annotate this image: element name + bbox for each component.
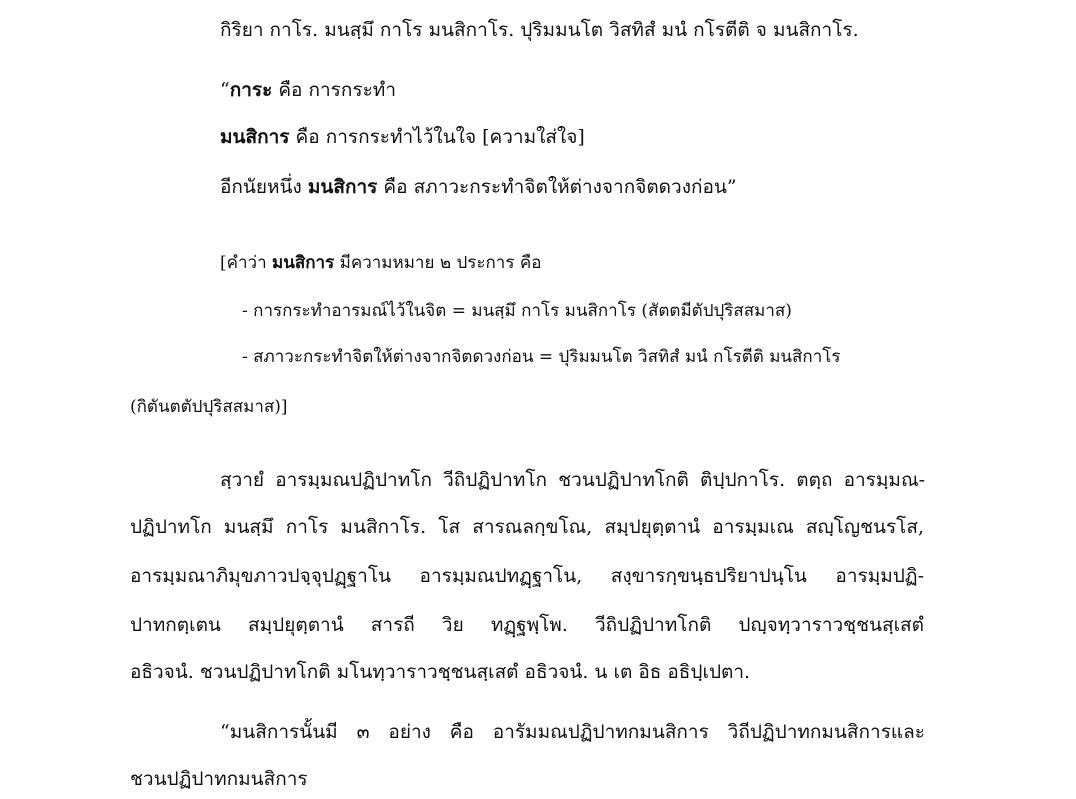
text-line-13 [130,659,750,685]
text-segment: อธิวจนํ. ชวนปฏิปาทโกติ มโนทฺวาราวชฺชนสฺเสตํ อธิวจนํ. น เต อิธ อธิปฺเปตา. [130,661,751,683]
text-line-5 [220,250,541,276]
text-line-4 [220,174,737,200]
text-line-9 [220,467,925,493]
bold-term: มนสิการ [220,126,290,148]
text-segment: คือ การกระทำ [272,79,396,101]
text-segment: - การกระทำอารมณ์ไว้ในจิต = มนสฺมึ กาโร มนสิกาโร (สัตตมีตัปปุริสสมาส) [242,301,792,321]
text-line-7 [242,344,841,370]
text-line-15 [130,766,308,792]
text-line-1 [220,17,859,43]
text-line-3 [220,124,585,150]
bold-term: มนสิการ [272,253,335,273]
text-segment: - สภาวะกระทำจิตให้ต่างจากจิตดวงก่อน = ปุริมมนโต วิสทิสํ มนํ กโรตีติ มนสิกาโร [242,347,841,367]
text-segment: ปาทกตฺเตน สมฺปยุตฺตานํ สารถี วิย ทฏฺฐพฺโพ. วีถิปฏิปาทโกติ ปญฺจทฺวาราวชฺชนสฺเสตํ [130,614,924,636]
text-line-14 [220,719,925,745]
bold-term: มนสิการ [307,176,378,198]
text-segment: ปฏิปาทโก มนสฺมึ กาโร มนสิกาโร. โส สารณลกฺขโณ, สมฺปยุตฺตานํ อารมฺมเณ สญฺโญชนรโส, [130,516,924,538]
text-segment: กิริยา กาโร. มนสฺมึ กาโร มนสิกาโร. ปุริมมนโต วิสทิสํ มนํ กโรตีติ จ มนสิกาโร. [220,19,859,41]
text-line-2 [220,77,396,103]
text-line-12 [130,612,924,638]
text-segment: “ [220,79,230,101]
text-line-10 [130,514,924,540]
text-segment: ชวนปฏิปาทกมนสิการ [130,768,308,790]
text-segment: มีความหมาย ๒ ประการ คือ [334,253,542,273]
text-segment: (กิตันตตัปปุริสสมาส)] [130,397,288,417]
text-segment: คือ สภาวะกระทำจิตให้ต่างจากจิตดวงก่อน” [377,176,737,198]
text-line-6 [242,298,792,324]
text-line-8 [130,394,288,420]
text-segment: อารมฺมณาภิมุขภาวปจฺจุปฏฺฐาโน อารมฺมณปทฏฺฐาโน, สงฺขารกฺขนฺธปริยาปนฺโน อารมฺมปฏิ- [130,565,924,587]
text-line-11 [130,563,924,589]
text-segment: สฺวายํ อารมฺมณปฏิปาทโก วีถิปฏิปาทโก ชวนปฏิปาทโกติ ติปฺปกาโร. ตตฺถ อารมฺมณ- [220,469,925,491]
text-segment: [คำว่า [220,253,273,273]
text-segment: คือ การกระทำไว้ในใจ [ความใส่ใจ] [289,126,585,148]
text-segment: อีกนัยหนึ่ง [220,176,308,198]
bold-term: การะ [229,79,273,101]
text-segment: “มนสิการนั้นมี ๓ อย่าง คือ อารัมมณปฏิปาทกมนสิการ วิถีปฏิปาทกมนสิการและ [220,721,925,743]
